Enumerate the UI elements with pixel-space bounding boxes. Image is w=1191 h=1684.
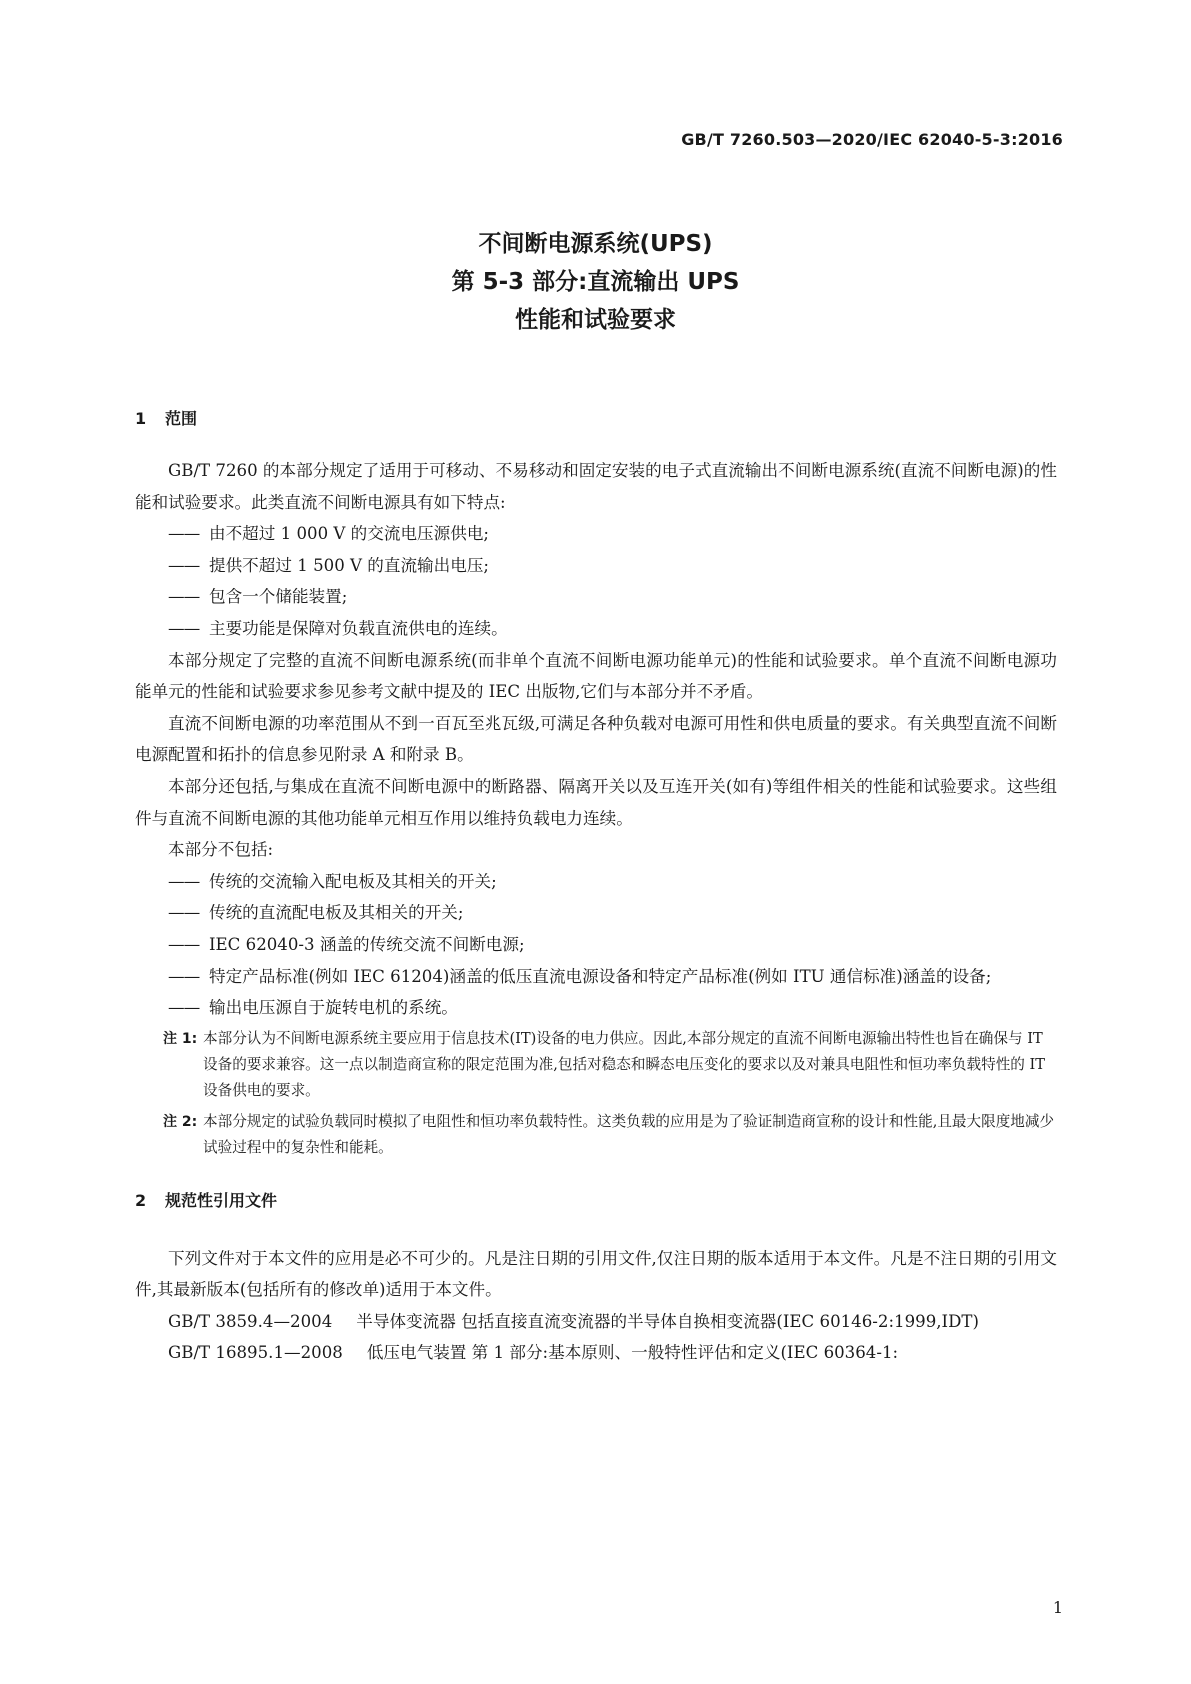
- list-item: —— 由不超过 1 000 V 的交流电压源供电;: [135, 518, 1057, 550]
- note-label: 注 2:: [163, 1113, 198, 1130]
- dash-mark: ——: [168, 934, 200, 954]
- section-2-heading: [135, 1187, 1057, 1215]
- section-number: 2: [135, 1190, 147, 1210]
- section-title: 范围: [165, 409, 198, 428]
- title-line-2: 第 5-3 部分:直流输出 UPS: [451, 269, 740, 295]
- list-item: —— 特定产品标准(例如 IEC 61204)涵盖的低压直流电源设备和特定产品标准(例如 ITU 通信标准)涵盖的设备;: [135, 961, 1057, 993]
- title-line-3: 性能和试验要求: [515, 307, 676, 333]
- standard-number: GB/T 7260.503—2020/IEC 62040-5-3:2016: [681, 130, 1063, 149]
- paragraph: 本部分不包括:: [168, 840, 274, 860]
- dash-mark: ——: [168, 966, 200, 986]
- list-item: —— 主要功能是保障对负载直流供电的连续。: [135, 613, 1057, 645]
- dash-mark: ——: [168, 524, 200, 544]
- list-item: —— IEC 62040-3 涵盖的传统交流不间断电源;: [135, 929, 1057, 961]
- reference-title: 半导体变流器 包括直接直流变流器的半导体自换相变流器(IEC 60146-2:1999,IDT): [356, 1311, 979, 1331]
- document-body: [135, 405, 1057, 1369]
- paragraph: 直流不间断电源的功率范围从不到一百瓦至兆瓦级,可满足各种负载对电源可用性和供电质量的要求。有关典型直流不间断电源配置和拓扑的信息参见附录 A 和附录 B。: [135, 713, 1057, 765]
- reference-code: GB/T 3859.4—2004: [168, 1311, 333, 1331]
- dash-mark: ——: [168, 903, 200, 923]
- list-item: —— 输出电压源自于旋转电机的系统。: [135, 992, 1057, 1024]
- page-number: 1: [1052, 1598, 1063, 1617]
- list-item: —— 传统的交流输入配电板及其相关的开关;: [135, 866, 1057, 898]
- note-1: 注 1: 本部分认为不间断电源系统主要应用于信息技术(IT)设备的电力供应。因此,本部分规定的直流不间断电源输出特性也旨在确保与 IT 设备的要求兼容。这一点以制造商宣称的限定范围为准,包括对稳态和瞬态电压变化的要求以及对兼具电阻性和恒功率负载特性的 IT 设备供电的要求。: [135, 1026, 1057, 1104]
- dash-mark: ——: [168, 555, 200, 575]
- document-title: [0, 225, 1191, 339]
- paragraph: 本部分还包括,与集成在直流不间断电源中的断路器、隔离开关以及互连开关(如有)等组件相关的性能和试验要求。这些组件与直流不间断电源的其他功能单元相互作用以维持负载电力连续。: [135, 776, 1057, 828]
- dash-mark: ——: [168, 587, 200, 607]
- dash-mark: ——: [168, 998, 200, 1018]
- reference-item: [135, 1337, 1057, 1369]
- reference-item: [135, 1306, 1057, 1338]
- paragraph: 本部分规定了完整的直流不间断电源系统(而非单个直流不间断电源功能单元)的性能和试验要求。单个直流不间断电源功能单元的性能和试验要求参见参考文献中提及的 IEC 出版物,它们与本部分并不矛盾。: [135, 650, 1057, 702]
- dash-mark: ——: [168, 871, 200, 891]
- section-1-heading: [135, 405, 1057, 433]
- section-number: 1: [135, 409, 147, 428]
- paragraph: 下列文件对于本文件的应用是必不可少的。凡是注日期的引用文件,仅注日期的版本适用于本文件。凡是不注日期的引用文件,其最新版本(包括所有的修改单)适用于本文件。: [135, 1248, 1057, 1300]
- reference-code: GB/T 16895.1—2008: [168, 1343, 343, 1363]
- paragraph: GB/T 7260 的本部分规定了适用于可移动、不易移动和固定安装的电子式直流输出不间断电源系统(直流不间断电源)的性能和试验要求。此类直流不间断电源具有如下特点:: [135, 461, 1057, 512]
- reference-title: 低压电气装置 第 1 部分:基本原则、一般特性评估和定义(IEC 60364-1:: [366, 1343, 899, 1363]
- title-line-1: 不间断电源系统(UPS): [478, 231, 713, 257]
- list-item: —— 包含一个储能装置;: [135, 581, 1057, 613]
- list-item: —— 提供不超过 1 500 V 的直流输出电压;: [135, 550, 1057, 582]
- note-2: 注 2: 本部分规定的试验负载同时模拟了电阻性和恒功率负载特性。这类负载的应用是为了验证制造商宣称的设计和性能,且最大限度地减少试验过程中的复杂性和能耗。: [135, 1109, 1057, 1161]
- note-label: 注 1:: [163, 1030, 198, 1047]
- list-item: —— 传统的直流配电板及其相关的开关;: [135, 897, 1057, 929]
- dash-mark: ——: [168, 618, 200, 638]
- section-title: 规范性引用文件: [165, 1190, 278, 1210]
